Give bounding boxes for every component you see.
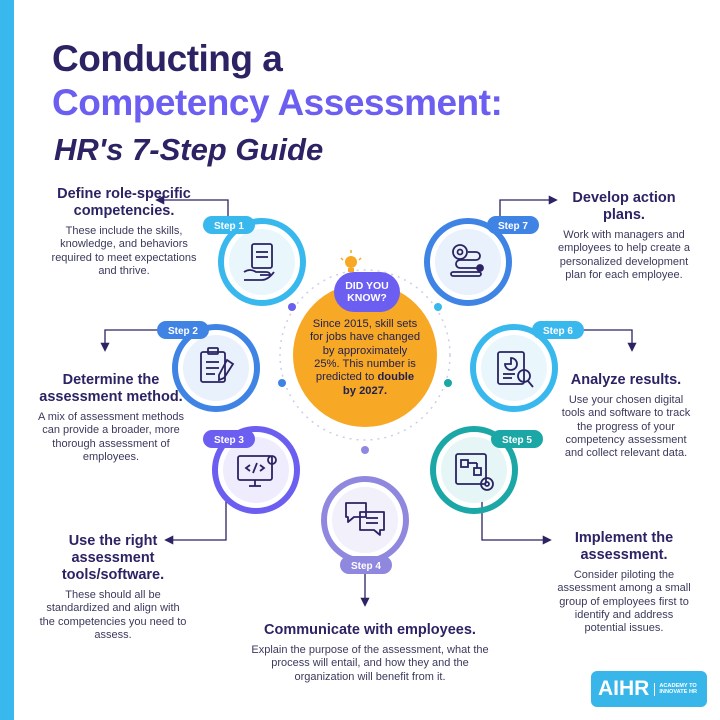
aihr-logo	[591, 671, 707, 707]
step-4-title: Communicate with employees.	[264, 622, 476, 638]
step-7-title: Develop action plans.	[572, 190, 676, 223]
logo-sub-text: ACADEMY TO INNOVATE HR	[654, 683, 707, 696]
step-3-text	[38, 533, 188, 642]
step-4-label: Step 4	[350, 561, 382, 572]
step-5-desc: Consider piloting the assessment among a small group of employees first to identify and address potential issues.	[557, 569, 691, 635]
did-you-know-text-bold: double by 2027.	[342, 371, 415, 397]
logo-main-text: AIHR	[598, 677, 650, 700]
step-6-text	[556, 372, 696, 460]
did-you-know-bubble	[334, 272, 400, 312]
lightbulb-icon	[341, 250, 361, 272]
page-title-line-2: Competency Assessment:	[52, 82, 503, 123]
did-you-know-label: DID YOU KNOW?	[345, 280, 389, 304]
step-1-text	[48, 186, 200, 278]
step-4-node	[324, 479, 406, 574]
step-6-title: Analyze results.	[570, 372, 682, 388]
step-1-title: Define role-specific competencies.	[57, 186, 191, 219]
did-you-know-text	[309, 318, 421, 398]
step-1-label: Step 1	[213, 221, 245, 232]
did-you-know-text-main: Since 2015, skill sets for jobs have changed by approximately 25%. This number is predicted to	[309, 317, 421, 384]
step-3-desc: These should all be standardized and align with the competencies you need to assess.	[39, 589, 187, 641]
step-7-label: Step 7	[497, 221, 529, 232]
step-5-text	[554, 530, 694, 635]
step-3-label: Step 3	[213, 435, 245, 446]
step-6-label: Step 6	[542, 326, 574, 337]
step-2-desc: A mix of assessment methods can provide a broader, more thorough assessment of employees.	[37, 411, 185, 463]
step-5-title: Implement the assessment.	[574, 530, 674, 563]
step-3-node	[203, 429, 297, 511]
step-2-text	[36, 372, 186, 464]
step-4-desc: Explain the purpose of the assessment, what the process will entail, and how they and the organization will benefit from it.	[251, 644, 489, 683]
step-1-desc: These include the skills, knowledge, and behaviors required to meet expectations and thrive.	[51, 225, 197, 277]
step-3-title: Use the right assessment tools/software.	[61, 533, 165, 583]
step-5-label: Step 5	[501, 435, 533, 446]
step-7-desc: Work with managers and employees to help create a personalized development plan for each employee.	[557, 229, 691, 281]
step-2-title: Determine the assessment method.	[39, 372, 183, 405]
step-2-label: Step 2	[167, 326, 199, 337]
page-title-line-1: Conducting a	[52, 38, 283, 79]
step-7-text	[552, 190, 696, 282]
step-7-node	[427, 216, 539, 303]
page-subtitle: HR's 7-Step Guide	[54, 132, 324, 167]
step-1-node	[203, 216, 303, 303]
step-6-desc: Use your chosen digital tools and software to track the progress of your competency assessment and collect relevant data.	[561, 394, 691, 460]
step-5-node	[433, 429, 543, 511]
step-4-text	[250, 622, 490, 684]
